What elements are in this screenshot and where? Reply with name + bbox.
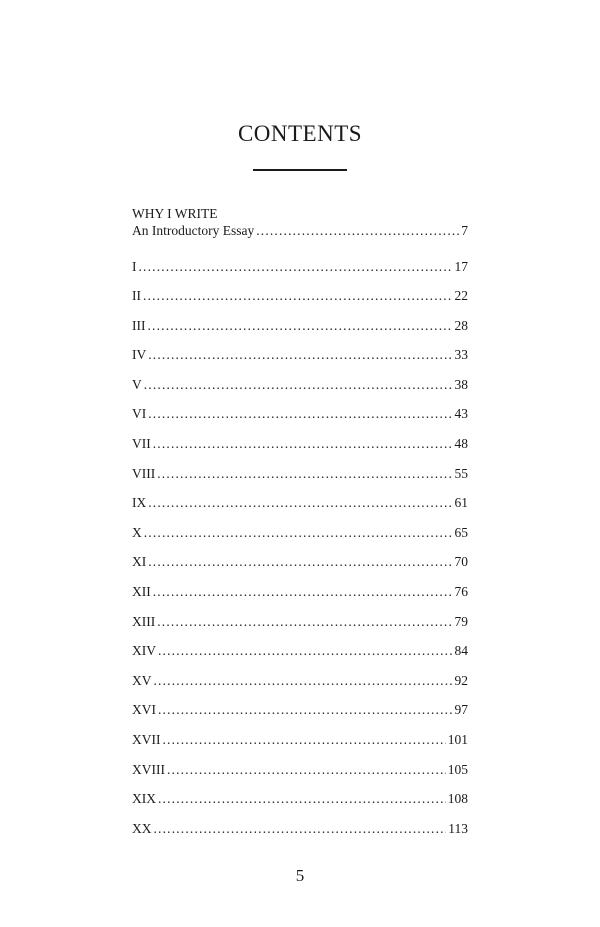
toc-entry-label: X xyxy=(132,524,142,540)
toc-entry-chapter[interactable] xyxy=(132,459,468,489)
toc-entry-chapter[interactable] xyxy=(132,370,468,400)
dot-leader xyxy=(153,577,453,607)
dot-leader xyxy=(144,518,453,548)
dot-leader xyxy=(148,488,452,518)
toc-entry-label: XI xyxy=(132,554,147,570)
dot-leader xyxy=(154,814,447,844)
dot-leader xyxy=(167,755,446,785)
toc-entry-page: 22 xyxy=(454,288,468,304)
toc-entry-label: XIX xyxy=(132,791,156,807)
toc-entry-page: 101 xyxy=(447,732,468,747)
page-number: 5 xyxy=(295,866,305,885)
dot-leader xyxy=(158,695,453,725)
toc-entry-chapter[interactable] xyxy=(132,429,468,459)
toc-entry-page: 105 xyxy=(447,761,468,777)
dot-leader xyxy=(163,725,446,755)
toc-entry-chapter[interactable] xyxy=(132,814,468,844)
toc-entry-chapter[interactable] xyxy=(132,695,468,725)
toc-entry-page: 61 xyxy=(454,495,468,511)
chapter-list xyxy=(132,252,468,844)
toc-entry-chapter[interactable] xyxy=(132,340,468,370)
toc-entry-label: XVIII xyxy=(132,761,165,777)
toc-entry-page: 70 xyxy=(454,554,468,570)
toc-entry-chapter[interactable] xyxy=(132,488,468,518)
toc-entry-label: XIV xyxy=(132,643,156,659)
dot-leader xyxy=(153,429,453,459)
toc-entry-page: 33 xyxy=(454,347,468,363)
toc-entry-chapter[interactable] xyxy=(132,666,468,696)
dot-leader xyxy=(144,370,453,400)
toc-entry-chapter[interactable] xyxy=(132,399,468,429)
toc-entry-page: 84 xyxy=(454,643,468,659)
toc-entry-page: 38 xyxy=(454,376,468,392)
toc-entry-label: XVI xyxy=(132,702,156,718)
dot-leader xyxy=(157,607,452,637)
dot-leader xyxy=(148,311,453,341)
toc-entry-label: VII xyxy=(132,436,151,452)
toc-entry-label: XX xyxy=(132,820,152,836)
toc-entry-label: XVII xyxy=(132,732,161,747)
toc-entry-page: 108 xyxy=(447,791,468,807)
toc-entry-chapter[interactable] xyxy=(132,755,468,785)
toc-entry-chapter[interactable] xyxy=(132,784,468,814)
toc-entry-essay[interactable] xyxy=(132,222,468,239)
toc-entry-page: 65 xyxy=(454,524,468,540)
toc-entry-label: VI xyxy=(132,406,147,422)
toc-entry-page: 76 xyxy=(454,584,468,600)
toc-entry-page: 97 xyxy=(454,702,468,718)
dot-leader xyxy=(158,784,446,814)
dot-leader xyxy=(148,547,452,577)
toc-entry-label: An Introductory Essay xyxy=(132,223,255,238)
toc-entry-page: 48 xyxy=(454,436,468,452)
toc-entry-chapter[interactable] xyxy=(132,252,468,282)
toc-entry-label: XII xyxy=(132,584,151,600)
toc-entry-page: 55 xyxy=(454,465,468,481)
dot-leader xyxy=(148,399,452,429)
toc-entry-chapter[interactable] xyxy=(132,636,468,666)
toc-entry-label: XIII xyxy=(132,613,156,629)
toc-entry-label: VIII xyxy=(132,465,156,481)
dot-leader xyxy=(154,666,453,696)
toc-entry-label: V xyxy=(132,376,142,392)
toc-entry-page: 79 xyxy=(454,613,468,629)
toc-entry-chapter[interactable] xyxy=(132,607,468,637)
essay-title: WHY I WRITE xyxy=(132,206,218,221)
toc-entry-chapter[interactable] xyxy=(132,311,468,341)
toc-entry-label: IV xyxy=(132,347,147,363)
dot-leader xyxy=(158,636,453,666)
title-divider xyxy=(253,169,347,171)
toc-entry-page: 43 xyxy=(454,406,468,422)
toc-entry-page: 113 xyxy=(448,820,468,836)
dot-leader xyxy=(143,281,453,311)
dot-leader xyxy=(256,222,459,239)
dot-leader xyxy=(139,252,453,282)
toc-entry-chapter[interactable] xyxy=(132,577,468,607)
toc-entry-label: III xyxy=(132,317,146,333)
toc-entry-page: 28 xyxy=(454,317,468,333)
toc-entry-chapter[interactable] xyxy=(132,518,468,548)
toc-entry-label: I xyxy=(132,258,137,274)
toc-entry-page: 17 xyxy=(454,258,468,274)
toc-entry-label: XV xyxy=(132,672,152,688)
page-title: CONTENTS xyxy=(237,121,363,146)
toc-entry-chapter[interactable] xyxy=(132,725,468,755)
toc-entry-chapter[interactable] xyxy=(132,547,468,577)
toc-entry-chapter[interactable] xyxy=(132,281,468,311)
toc-entry-page: 92 xyxy=(454,672,468,688)
toc-entry-page: 7 xyxy=(461,223,468,238)
toc-entry-label: II xyxy=(132,288,141,304)
toc-entry-label: IX xyxy=(132,495,147,511)
dot-leader xyxy=(148,340,452,370)
table-of-contents xyxy=(132,205,468,843)
dot-leader xyxy=(157,459,452,489)
